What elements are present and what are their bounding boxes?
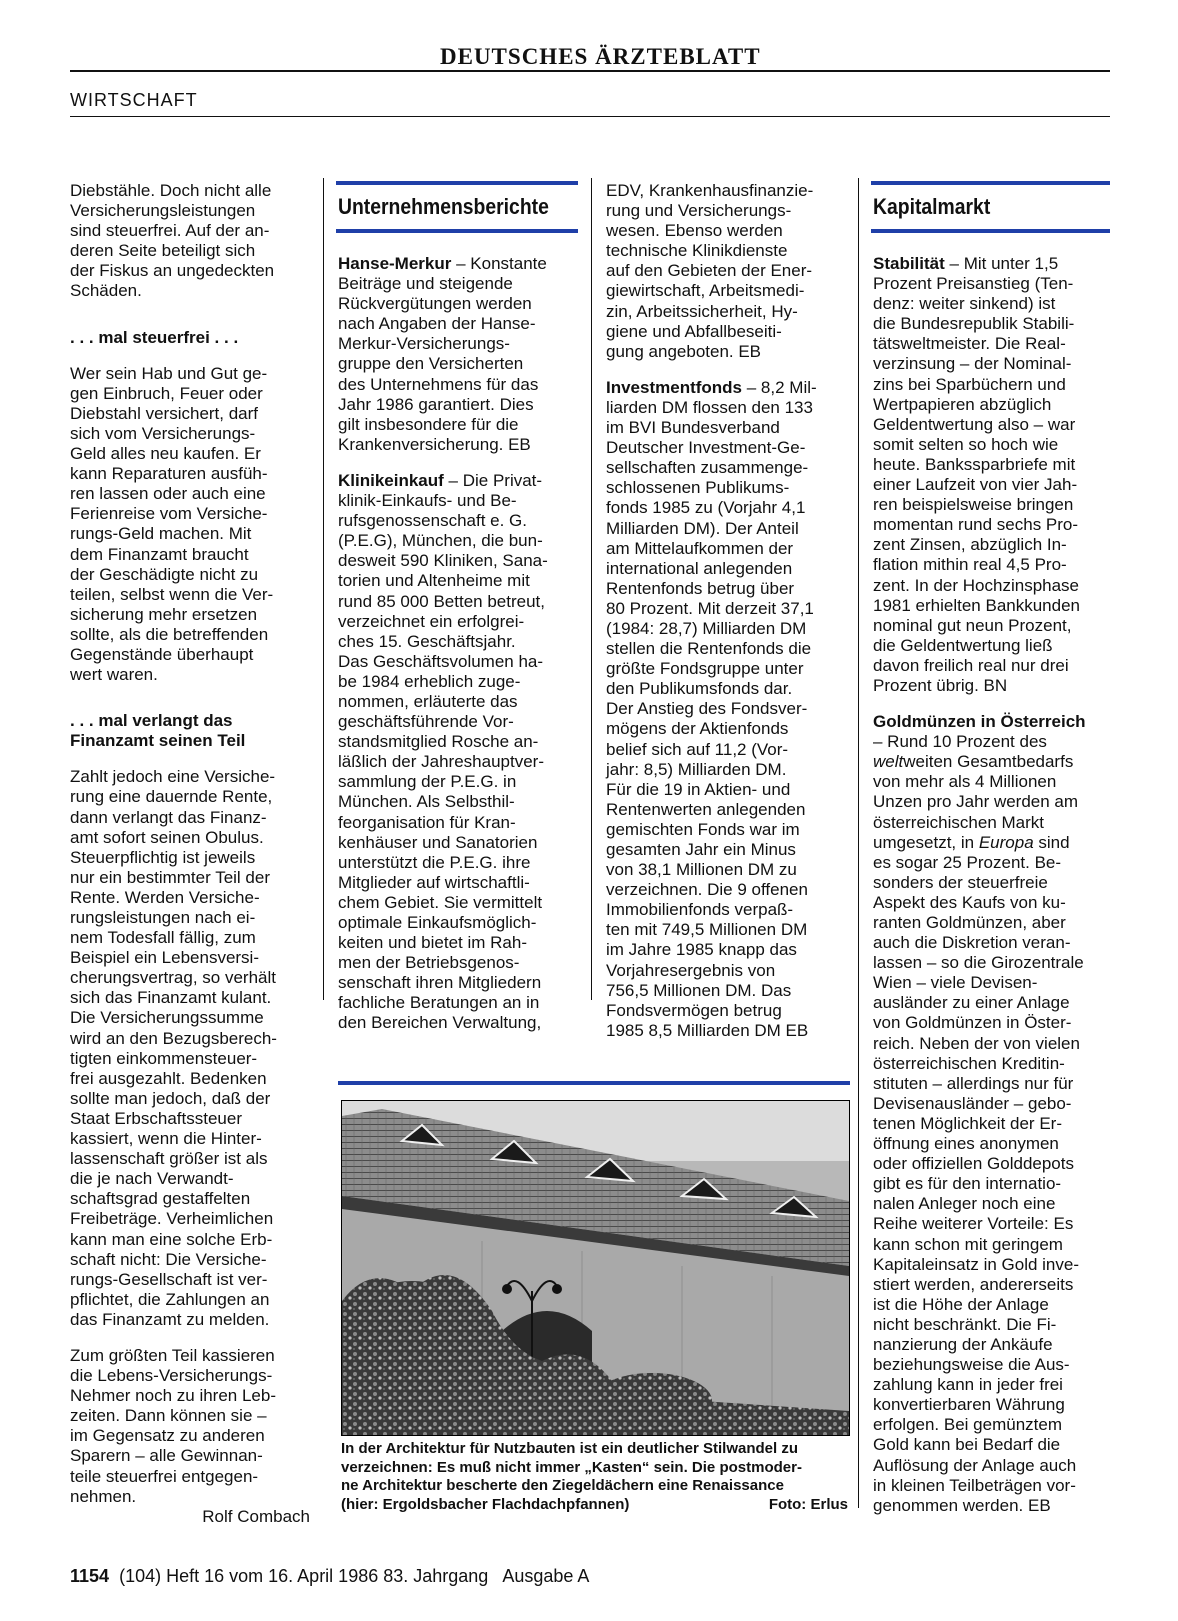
column-1 xyxy=(70,181,310,1527)
page-number: 1154 xyxy=(70,1566,110,1586)
column-4 xyxy=(873,254,1110,1516)
column-2 xyxy=(338,254,578,1034)
box-rule-top xyxy=(336,181,578,185)
column-3 xyxy=(606,181,846,1041)
issue-info: (104) Heft 16 vom 16. April 1986 83. Jahrgang Ausgabe A xyxy=(119,1566,590,1586)
photo-credit: Foto: Erlus xyxy=(768,1495,848,1513)
box-rule-top xyxy=(871,181,1110,185)
box-title: Unternehmensberichte xyxy=(338,194,549,219)
photo-caption: In der Architektur für Nutzbauten ist ein deutlicher Stilwandel zu verzeichnen: Es muß nicht immer „Kasten“ sein. Die postmoder- ne Architektur bescherte den Ziegeldächern eine Renaissance (hier: Ergoldsbacher Flachdachpfannen) Foto: Erlus xyxy=(341,1440,848,1513)
section-label: WIRTSCHAFT xyxy=(70,90,198,110)
column-divider-3 xyxy=(858,178,859,1508)
paragraph: Diebstähle. Doch nicht alle Versicherungsleistungen sind steuerfrei. Auf der an- deren Seite beteiligt sich der Fiskus an ungedeckten Schäden. xyxy=(70,181,275,301)
news-item: Hanse-Merkur – Konstante Beiträge und steigende Rückvergütungen werden nach Angaben der Hanse- Merkur-Versicherungs- gruppe den Versicherten des Unternehmens für das Jahr 1986 garantiert. Dies gilt insbesondere für die Krankenversicherung. EB xyxy=(338,254,547,454)
section-rule xyxy=(70,116,1110,117)
paragraph: Zum größten Teil kassieren die Lebens-Versicherungs- Nehmer noch zu ihren Leb- zeiten. Dann können sie – im Gegensatz zu anderen Sparern – alle Gewinnan- teile steuerfrei entgegen- nehmen. xyxy=(70,1345,277,1506)
subheading: Finanzamt seinen Teil xyxy=(70,731,246,751)
column-divider-1 xyxy=(323,178,324,1000)
box-rule-bottom xyxy=(871,229,1110,233)
masthead xyxy=(70,44,1110,72)
news-item: Investmentfonds – 8,2 Mil- liarden DM flossen den 133 im BVI Bundesverband Deutscher Investment-Ge- sellschaften zusammenge- schlossenen Publikums- fonds 1985 zu (Vorjahr 4,1 Milliarden DM). Der Anteil am Mittelaufkommen der international anlegenden Rentenfonds betrug über 80 Prozent. Mit derzeit 37,1 (1984: 28,7) Milliarden DM stellen die Rentenfonds die größte Fondsgruppe unter den Publikumsfonds dar. Der Anstieg des Fondsver- mögens der Aktienfonds belief sich auf 11,2 (Vor- jahr: 8,5) Milliarden DM. Für die 19 in Aktien- und Rentenwerten anlegenden gemischten Fonds war im gesamten Jahr ein Minus von 38,1 Millionen DM zu verzeichnen. Die 9 offenen Immobilienfonds verpaß- ten mit 749,5 Millionen DM im Jahre 1985 knapp das Vorjahresergebnis von 756,5 Millionen DM. Das Fondsvermögen betrug 1985 8,5 Milliarden DM EB xyxy=(606,377,817,1040)
author: Rolf Combach xyxy=(202,1506,310,1526)
paragraph: Wer sein Hab und Gut ge- gen Einbruch, Feuer oder Diebstahl versichert, darf sich vom Versicherungs- Geld alles neu kaufen. Er kann Reparaturen ausfüh- ren lassen oder auch eine Ferienreise vom Versiche- rungs-Geld machen. Mit dem Finanzamt braucht der Geschädigte nicht zu teilen, selbst wenn die Ver- sicherung mehr ersetzen sollte, als die betreffenden Gegenstände überhaupt wert waren. xyxy=(70,363,274,685)
page-footer xyxy=(70,1566,589,1587)
paragraph: Zahlt jedoch eine Versiche- rung eine dauernde Rente, dann verlangt das Finanz- amt sofort seinen Obulus. Steuerpflichtig ist jeweils nur ein bestimmter Teil der Rente. Werden Versiche- rungsleistungen nach ei- nem Todesfall fällig, zum Beispiel ein Lebensversi- cherungsvertrag, so verhält sich das Finanzamt kulant. Die Versicherungssumme wird an den Bezugsberech- tigten einkommensteuer- frei ausgezahlt. Bedenken sollte man jedoch, daß der Staat Erbschaftssteuer kassiert, wenn die Hinter- lassenschaft größer ist als die je nach Verwandt- schaftsgrad gestaffelten Freibeträge. Verheimlichen kann man eine solche Erb- schaft nicht: Die Versiche- rungs-Gesellschaft ist ver- pflichtet, die Zahlungen an das Finanzamt zu melden. xyxy=(70,767,277,1329)
column-divider-2 xyxy=(591,178,592,1000)
news-item: Goldmünzen in Österreich – Rund 10 Prozent des weltweiten Gesamtbedarfs von mehr als 4 Millionen Unzen pro Jahr werden am österreichischen Markt umgesetzt, in Europa sind es sogar 25 Prozent. Be- sonders der steuerfreie Aspekt des Kaufs von ku- ranten Goldmünzen, aber auch die Diskretion veran- lassen – so die Girozentrale Wien – viele Devisen- ausländer zu einer Anlage von Goldmünzen in Öster- reich. Neben der von vielen österreichischen Kreditin- stituten – allerdings nur für Devisenausländer – gebo- tenen Möglichkeit der Er- öffnung eines anonymen oder offiziellen Golddepots gibt es für den internatio- nalen Anleger noch eine Reihe weiterer Vorteile: Es kann schon mit geringem Kapitaleinsatz in Gold inve- stiert werden, andererseits ist die Höhe der Anlage nicht beschränkt. Die Fi- nanzierung der Ankäufe beziehungsweise die Aus- zahlung kann in jeder frei konvertierbaren Währung erfolgen. Bei gemünztem Gold kann bei Bedarf die Auflösung der Anlage auch in kleinen Teilbeträgen vor- genommen werden. EB xyxy=(873,712,1086,1515)
news-item-continued: EDV, Krankenhausfinanzie- rung und Versicherungs- wesen. Ebenso werden technische Klinikdienste auf den Gebieten der Ener- giewirtschaft, Arbeitsmedi- zin, Arbeitssicherheit, Hy- giene und Abfallbeseiti- gung angeboten. EB xyxy=(606,181,814,361)
subheading: . . . mal verlangt das xyxy=(70,711,233,731)
building-illustration xyxy=(342,1101,849,1435)
box-rule-bottom xyxy=(336,229,578,233)
box-title: Kapitalmarkt xyxy=(873,194,991,219)
photo-rule xyxy=(338,1081,850,1085)
subheading: . . . mal steuerfrei . . . xyxy=(70,327,239,347)
news-item: Stabilität – Mit unter 1,5 Prozent Preisanstieg (Ten- denz: weiter sinkend) ist die Bundesrepublik Stabili- tätsweltmeister. Die Real- verzinsung – der Nominal- zins bei Sparbüchern und Wertpapieren abzüglich Geldentwertung also – war somit selten so hoch wie heute. Bankssparbriefe mit einer Laufzeit von vier Jah- ren beispielsweise bringen momentan rund sechs Pro- zent Zinsen, abzüglich In- flation mithin real 4,5 Pro- zent. In der Hochzinsphase 1981 erhielten Bankkunden nominal gut neun Prozent, die Geldentwertung ließ davon freilich real nur drei Prozent übrig. BN xyxy=(873,254,1080,695)
building-photo xyxy=(341,1100,850,1436)
news-item: Klinikeinkauf – Die Privat- klinik-Einkaufs- und Be- rufsgenossenschaft e. G. (P.E.G), München, die bun- desweit 590 Kliniken, Sana- torien und Altenheime mit rund 85 000 Betten betreut, verzeichnet ein erfolgrei- ches 15. Geschäftsjahr. Das Geschäftsvolumen ha- be 1984 erheblich zuge- nommen, erläuterte das geschäftsführende Vor- standsmitglied Rosche an- läßlich der Jahreshauptver- sammlung der P.E.G. in München. Als Selbsthil- feorganisation für Kran- kenhäuser und Sanatorien unterstützt die P.E.G. ihre Mitglieder auf wirtschaftli- chem Gebiet. Sie vermittelt optimale Einkaufsmöglich- keiten und bietet im Rah- men der Betriebsgenos- senschaft ihren Mitgliedern fachliche Beratungen an in den Bereichen Verwaltung, xyxy=(338,470,548,1033)
journal-title: DEUTSCHES ÄRZTEBLATT xyxy=(440,44,761,69)
